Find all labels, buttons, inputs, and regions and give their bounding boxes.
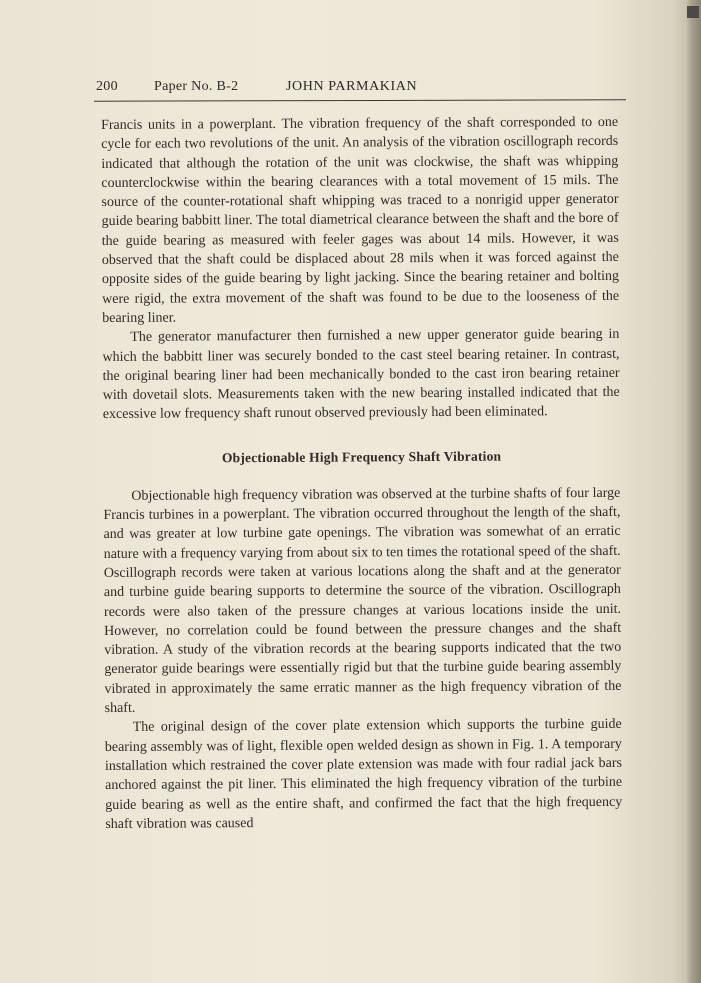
author-name: JOHN PARMAKIAN (286, 79, 418, 94)
page-edge-shadow (685, 0, 701, 983)
header-rule (94, 99, 626, 101)
body-text (101, 113, 622, 834)
paragraph: Objectionable high frequency vibration was observed at the turbine shafts of four large Francis turbines in a powerplant. The vibration occurred throughout the length of the shaft, and was greater at low turbine gate openings. The vibration was somewhat of an erratic nature with a frequency varying from about six to ten times the rotational speed of the shaft. Oscillograph records were taken at various locations along the shaft and at the generator and turbine guide bearing supports to determine the source of the vibration. Oscillograph records were also taken of the pressure changes at various locations inside the unit. However, no correlation could be found between the pressure changes and the shaft vibration. A study of the vibration records at the bearing supports indicated that the two generator guide bearings were essentially rigid but that the turbine guide bearing assembly vibrated in approximately the same erratic manner as the high frequency vibration of the shaft. (103, 485, 622, 717)
paragraph: The original design of the cover plate extension which supports the turbine guide bearing assembly was of light, flexible open welded design as shown in Fig. 1. A temporary installation which restrained the cover plate extension was made with four radial jack bars anchored against the pit liner. This eliminated the high frequency vibration of the turbine guide bearing as well as the entire shaft, and confirmed the fact that the high frequency shaft vibration was caused (104, 717, 623, 832)
page-number: 200 (96, 79, 118, 94)
paper-series: Paper No. B-2 (154, 79, 239, 94)
paragraph: The generator manufacturer then furnished a new upper generator guide bearing in which the babbitt liner was securely bonded to the cast steel bearing retainer. In contrast, the original bearing liner had been mechanically bonded to the cast iron bearing retainer with dovetail slots. Measurements taken with the new bearing installed indicated that the excessive low frequency shaft runout observed previously had been eliminated. (102, 327, 620, 423)
section-heading: Objectionable High Frequency Shaft Vibration (221, 448, 502, 466)
corner-tab-mark (687, 6, 699, 18)
paragraph: Francis units in a powerplant. The vibration frequency of the shaft corresponded to one cycle for each two revolutions of the unit. An analysis of the vibration oscillograph records indicated that although the rotation of the unit was clockwise, the shaft was whipping counterclockwise within the bearing clearances with a total movement of 15 mils. The source of the counter-rotational shaft whipping was traced to a nonrigid upper generator guide bearing babbitt liner. The total diametrical clearance between the shaft and the bore of the guide bearing as measured with feeler gages was about 14 mils. However, it was observed that the shaft could be displaced about 28 mils when it was forced against the opposite sides of the guide bearing by light jacking. Since the bearing retainer and bolting were rigid, the extra movement of the shaft was found to be due to the looseness of the bearing liner. (101, 114, 620, 326)
